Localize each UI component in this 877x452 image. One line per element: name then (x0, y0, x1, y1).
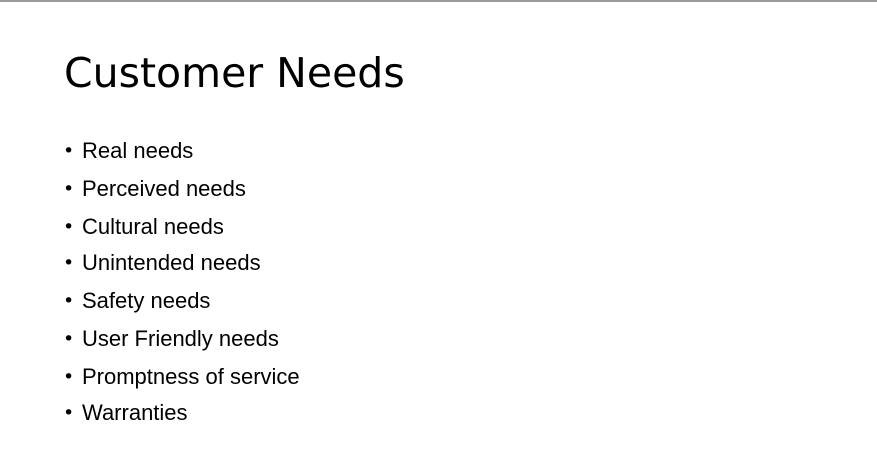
bullet-text: User Friendly needs (82, 326, 279, 351)
bullet-icon: • (63, 402, 75, 424)
bullet-text: Cultural needs (82, 214, 224, 239)
slide-title: Customer Needs (64, 49, 405, 97)
top-border-line (0, 0, 877, 2)
list-item (63, 361, 300, 393)
bullet-icon: • (63, 178, 75, 200)
bullet-icon: • (63, 328, 75, 350)
bullet-icon: • (63, 216, 75, 238)
list-item (63, 211, 224, 243)
bullet-text: Safety needs (82, 288, 211, 313)
list-item (63, 397, 188, 429)
bullet-text: Warranties (82, 400, 188, 425)
bullet-text: Perceived needs (82, 176, 246, 201)
bullet-text: Real needs (82, 138, 194, 163)
list-item (63, 135, 193, 167)
bullet-icon: • (63, 290, 75, 312)
bullet-icon: • (63, 252, 75, 274)
list-item (63, 285, 210, 317)
bullet-text: Unintended needs (82, 250, 261, 275)
bullet-text: Promptness of service (82, 364, 300, 389)
bullet-icon: • (63, 140, 75, 162)
bullet-icon: • (63, 366, 75, 388)
list-item (63, 323, 279, 355)
list-item (63, 247, 261, 279)
list-item (63, 173, 246, 205)
